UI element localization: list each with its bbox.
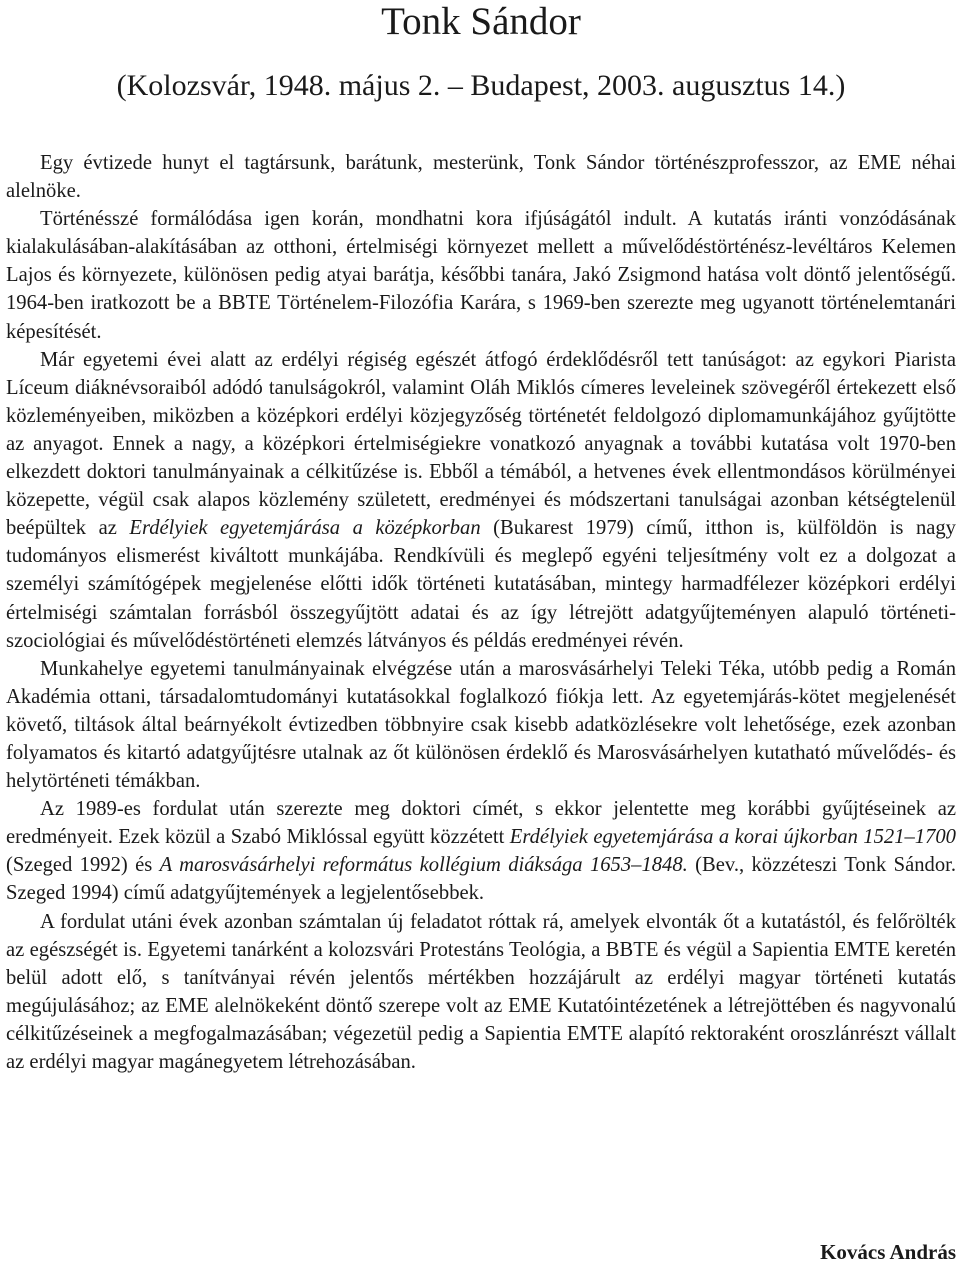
page-subtitle: (Kolozsvár, 1948. május 2. – Budapest, 2003. augusztus 14.) <box>116 69 846 102</box>
paragraph <box>6 908 956 1077</box>
paragraph <box>6 205 956 345</box>
paragraph-text: (Bev., közzéteszi Tonk Sándor. Szeged 1994) című adatgyűjtemények a legjelentősebbek. <box>6 854 956 905</box>
paragraph-text: Munkahelye egyetemi tanulmányainak elvégzése után a marosvásárhelyi Teleki Téka, utóbb pedig a Román Akadémia ottani, társadalomtudományi kutatásokkal foglalkozó fiókja lett. Az egyetemjárás-kötet megjelenését követő, tiltások által beárnyékolt évtizedben többnyire csak kisebb adatközlésekre volt lehetősége, ezek azonban folyamatos és kitartó adatgyűjtésre utalnak az őt különösen érdeklő és Marosvásárhelyen kutatható művelődés- és helytörténeti témákban. <box>6 657 956 793</box>
page-title: Tonk Sándor <box>381 0 581 43</box>
paragraph-text: Az 1989-es fordulat után szerezte meg doktori címét, s ekkor jelentette meg korábbi gyűjtéseinek az eredményeit. Ezek közül a Szabó Miklóssal együtt közzétett <box>6 798 956 849</box>
article-body <box>6 149 956 1076</box>
author-signature: Kovács András <box>820 1240 956 1264</box>
paragraph-text: Történésszé formálódása igen korán, mondhatni kora ifjúságától indult. A kutatás iránti vonzódásának kialakulásában-alakításában az otthoni, értelmiségi környezet mellett a művelődéstörténész-levéltáros Kelemen Lajos és környezete, különösen pedig atyai barátja, későbbi tanára, Jakó Zsigmond hatása volt döntő jelentőségű. 1964-ben iratkozott be a BBTE Történelem-Filozófia Karára, s 1969-ben szerezte meg ugyanott történelemtanári képesítését. <box>6 208 956 343</box>
paragraph-text: (Szeged 1992) és <box>6 854 160 877</box>
paragraph-text: Már egyetemi évei alatt az erdélyi régiség egészét átfogó érdeklődésről tett tanúságot: az egykori Piarista Líceum diáknévsoraiból adódó tanulságokról, valamint Oláh Miklós címeres leveleinek szövegéről értekezett első közleményeiben, miközben a középkori erdélyi közjegyzőség történetét feldolgozó diplomamunkájához gyűjtötte az anyagot. Ennek a nagy, a középkori értelmiségiekre vonatkozó anyagnak a további kutatása volt 1970-ben elkezdett doktori tanulmányainak a célkitűzése is. Ebből a témából, a hetvenes évek ellentmondásos körülményei közepette, végül csak alapos közlemény született, eredményei és módszertani tanulságai azonban kétségtelenül beépültek az <box>6 348 956 540</box>
italic-title: A marosvásárhelyi református kollégium diáksága 1653–1848. <box>159 854 688 877</box>
paragraph <box>6 655 956 795</box>
paragraph-text: (Bukarest 1979) című, itthon is, külföldön is nagy tudományos elismerést kiváltott munkájába. Rendkívüli és meglepő egyéni teljesítmény volt ez a dolgozat a személyi számítógépek megjelenése előtti idők történeti kutatásában, mintegy harmadfélezer középkori erdélyi értelmiségi számtalan forrásból összegyűjtött adatai és az így létrejött adatgyűjteményen alapuló történeti-szociológiai és művelődéstörténeti elemzés látványos és példás eredményei révén. <box>6 517 956 652</box>
italic-title: Erdélyiek egyetemjárása a középkorban <box>129 517 481 540</box>
paragraph <box>6 149 956 205</box>
paragraph <box>6 795 956 907</box>
paragraph <box>6 346 956 655</box>
paragraph-text: A fordulat utáni évek azonban számtalan új feladatot róttak rá, amelyek elvonták őt a kutatástól, és felőrölték az egészségét is. Egyetemi tanárként a kolozsvári Protestáns Teológia, a BBTE és végül a Sapientia EMTE keretén belül adott elő, s tanítványai révén jelentős mértékben hozzájárult az erdélyi magyar történeti kutatás megújulásához; az EME alelnökeként döntő szerepe volt az EME Kutatóintézetének a létrejöttében és nagyvonalú célkitűzéseinek a megfogalmazásában; végezetül pedig a Sapientia EMTE alapító rektoraként oroszlánrészt vállalt az erdélyi magyar magánegyetem létrehozásában. <box>6 910 956 1073</box>
paragraph-text: Egy évtizede hunyt el tagtársunk, barátunk, mesterünk, Tonk Sándor történészprofesszor, az EME néhai alelnöke. <box>6 152 956 203</box>
document-page <box>6 0 956 1076</box>
italic-title: Erdélyiek egyetemjárása a korai újkorban 1521–1700 <box>509 826 956 849</box>
